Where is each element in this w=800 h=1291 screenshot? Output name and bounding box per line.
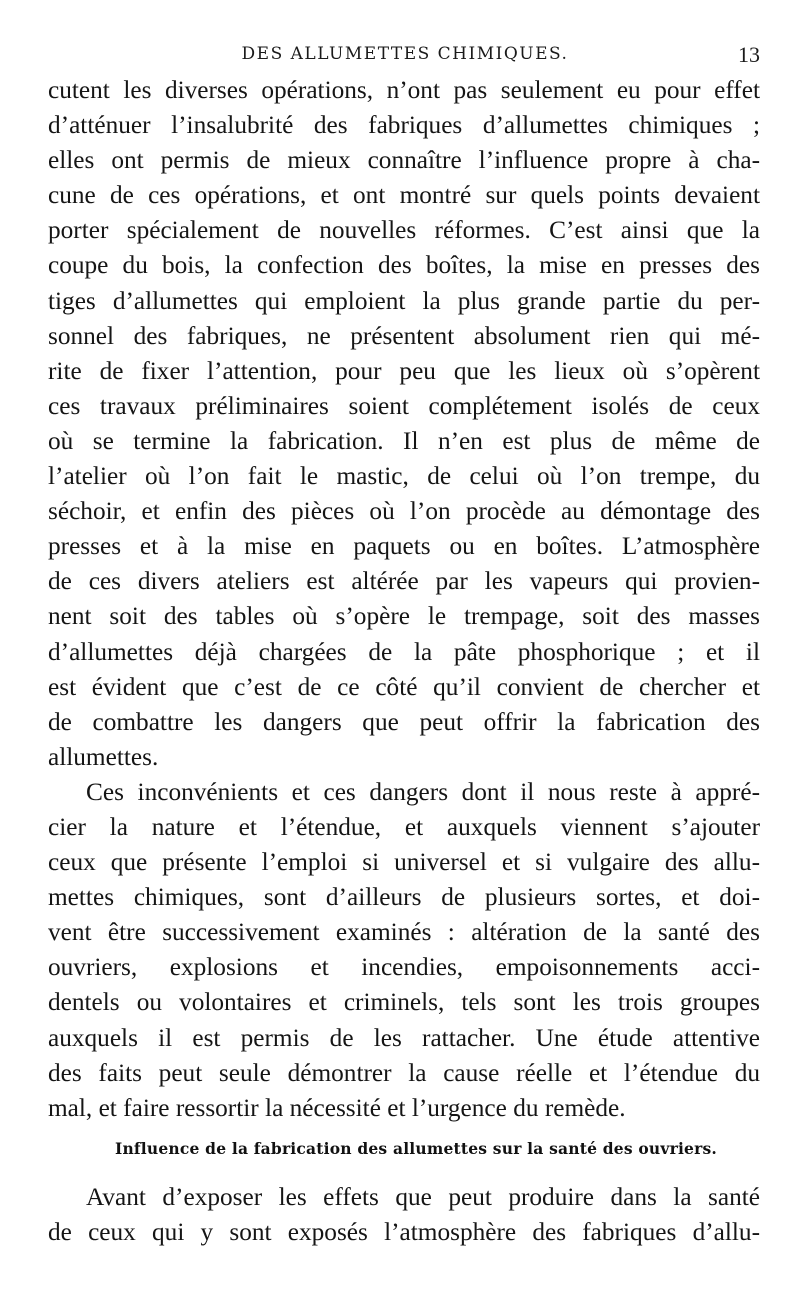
text-line: presses et à la mise en paquets ou en boîtes. L’atmosphère: [48, 532, 760, 561]
text-line: vent être successivement examinés : altération de la santé des: [48, 918, 760, 947]
text-line: mal, et faire ressortir la nécessité et l’urgence du remède.: [48, 1093, 626, 1122]
text-line: sonnel des fabriques, ne présentent absolument rien qui mé-: [48, 321, 760, 350]
text-line: ouvriers, explosions et incendies, empoisonnements acci-: [48, 953, 760, 982]
text-line: cier la nature et l’étendue, et auxquels viennent s’ajouter: [48, 812, 760, 841]
text-line: ceux que présente l’emploi si universel et si vulgaire des allu-: [48, 848, 760, 877]
text-line: séchoir, et enfin des pièces où l’on procède au démontage des: [48, 497, 760, 526]
page-number: 13: [738, 42, 760, 67]
text-line: coupe du bois, la confection des boîtes, la mise en presses des: [48, 251, 760, 280]
text-line: de combattre les dangers que peut offrir la fabrication des: [48, 707, 760, 736]
text-line: tiges d’allumettes qui emploient la plus grande partie du per-: [48, 286, 760, 315]
text-line: elles ont permis de mieux connaître l’influence propre à cha-: [48, 146, 760, 175]
text-line: où se termine la fabrication. Il n’en est plus de même de: [48, 426, 760, 455]
text-line: d’atténuer l’insalubrité des fabriques d’allumettes chimiques ;: [48, 111, 760, 140]
text-line: cutent les diverses opérations, n’ont pas seulement eu pour effet: [48, 76, 760, 104]
text-line: est évident que c’est de ce côté qu’il convient de chercher et: [48, 672, 760, 701]
text-line: d’allumettes déjà chargées de la pâte phosphorique ; et il: [48, 637, 760, 666]
text-line: ces travaux préliminaires soient complétement isolés de ceux: [48, 391, 760, 420]
text-line: dentels ou volontaires et criminels, tels sont les trois groupes: [48, 988, 760, 1017]
text-line: nent soit des tables où s’opère le trempage, soit des masses: [48, 602, 760, 631]
text-line: cune de ces opérations, et ont montré sur quels points devaient: [48, 181, 760, 210]
running-title: DES ALLUMETTES CHIMIQUES.: [241, 44, 569, 64]
text-line: porter spécialement de nouvelles réformes. C’est ainsi que la: [48, 216, 760, 245]
text-line: allumettes.: [48, 742, 159, 771]
text-line: l’atelier où l’on fait le mastic, de celui où l’on trempe, du: [48, 462, 760, 491]
text-line: rite de fixer l’attention, pour peu que les lieux où s’opèrent: [48, 356, 760, 385]
text-line: Ces inconvénients et ces dangers dont il nous reste à appré-: [86, 777, 760, 806]
text-line: des faits peut seule démontrer la cause réelle et l’étendue du: [48, 1058, 760, 1087]
text-line: de ces divers ateliers est altérée par les vapeurs qui provien-: [48, 567, 760, 596]
running-head: [50, 44, 760, 74]
text-line: Avant d’exposer les effets que peut produire dans la santé: [86, 1183, 760, 1211]
main-text: [48, 73, 760, 1126]
text-line: de ceux qui y sont exposés l’atmosphère des fabriques d’allu-: [48, 1218, 760, 1247]
text-line: auxquels il est permis de les rattacher. Une étude attentive: [48, 1023, 760, 1052]
section-text: [48, 1180, 760, 1250]
text-line: mettes chimiques, sont d’ailleurs de plusieurs sortes, et doi-: [48, 883, 760, 912]
section-heading: Influence de la fabrication des allumettes sur la santé des ouvriers.: [115, 1139, 717, 1158]
